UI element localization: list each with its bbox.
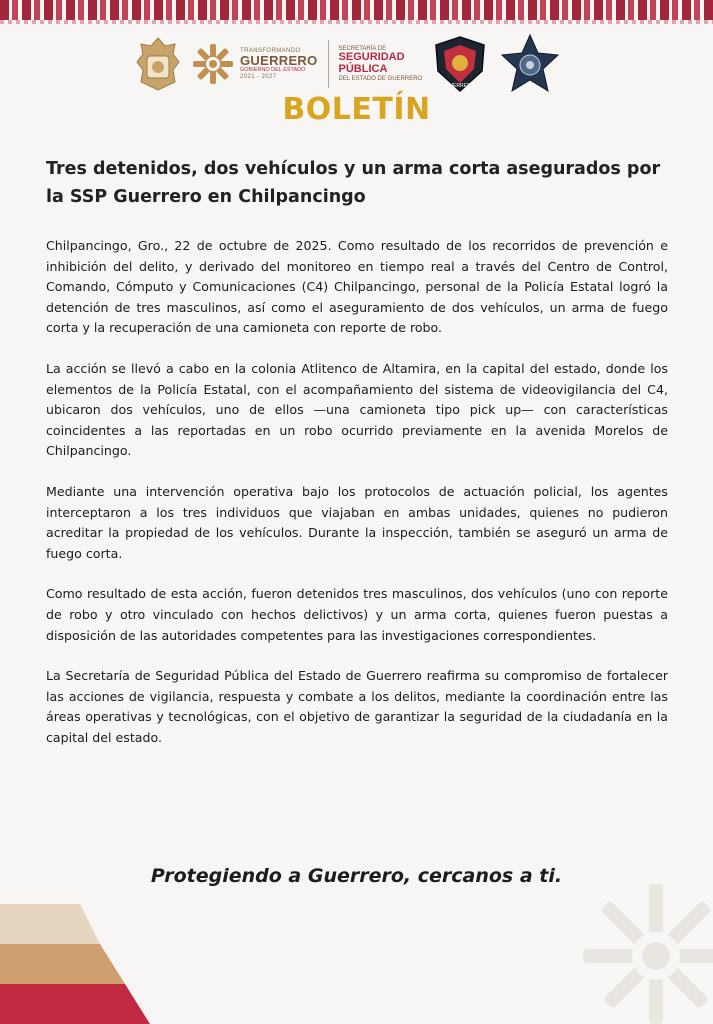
gob-line3: GOBIERNO DEL ESTADO — [240, 66, 306, 73]
paragraph-4: Como resultado de esta acción, fueron detenidos tres masculinos, dos vehículos (uno con reporte de robo y otro vinculado con hechos delictivos) y un arma corta, quienes fueron puestas a disposición de las autoridades competentes para las investigaciones correspondientes. — [46, 586, 668, 643]
ssp-text-logo — [339, 46, 423, 82]
slogan: Protegiendo a Guerrero, cercanos a ti. — [150, 865, 563, 887]
bulletin-heading: BOLETÍN — [282, 92, 431, 127]
corner-flower-watermark — [573, 864, 713, 1024]
ssp-shield-badge-icon — [432, 35, 488, 93]
paragraph-2: La acción se llevó a cabo en la colonia Atlitenco de Altamira, en la capital del estado, donde los elementos de la Policía Estatal, con el acompañamiento del sistema de videovigilancia del C4, ubicaron dos vehículos, uno de ellos —una camioneta tipo pick up— con características coincidentes a las reportadas en un robo ocurrido previamente en la avenida Morelos de Chilpancingo. — [46, 360, 668, 459]
guerrero-flower-icon — [191, 42, 235, 86]
paragraph-1: Chilpancingo, Gro., 22 de octubre de 2025. Como resultado de los recorridos de prevención e inhibición del delito, y derivado del monitoreo en tiempo real a través del Centro de Control, Comando, Cómputo y Comunicaciones (C4) Chilpancingo, personal de la Policía Estatal logró la detención de tres masculinos, así como el aseguramiento de dos vehículos, un arma de fuego corta y la recuperación de una camioneta con reporte de robo. — [46, 238, 668, 336]
paragraph-3: Mediante una intervención operativa bajo los protocolos de actuación policial, los agentes interceptaron a los tres individuos que viajaban en ambas unidades, quienes no pudieron acreditar la propiedad de los vehículos. Durante la inspección, también se aseguró un arma de fuego corta. — [46, 483, 668, 561]
header-logos — [135, 30, 580, 98]
paragraph-5: La Secretaría de Seguridad Pública del Estado de Guerrero reafirma su compromiso de fortalecer las acciones de vigilancia, respuesta y combate a los delitos, mediante la coordinación entre las áreas operativas y tecnológicas, con el objetivo de garantizar la seguridad de la ciudadanía en la capital del estado. — [46, 668, 668, 745]
ssp-line3: PÚBLICA — [338, 63, 388, 75]
gob-line2: GUERRERO — [240, 53, 318, 69]
header-divider — [328, 40, 329, 88]
badge-text: GUERRERO — [445, 83, 475, 89]
top-decorative-band — [0, 0, 713, 20]
ssp-line4: DEL ESTADO DE GUERRERO — [338, 75, 423, 82]
gobierno-guerrero-logo — [191, 42, 318, 86]
bulletin-body — [46, 236, 668, 768]
bulletin-title: Tres detenidos, dos vehículos y un arma corta asegurados por la SSP Guerrero en Chilpancingo — [46, 159, 661, 207]
gob-line4: 2021 - 2027 — [240, 73, 277, 80]
ssp-line2: SEGURIDAD — [338, 51, 405, 64]
police-star-icon — [498, 33, 562, 95]
ssp-line1: SECRETARÍA DE — [338, 46, 387, 53]
state-seal-icon — [135, 36, 181, 92]
corner-stripes-decoration — [0, 904, 150, 1024]
gob-line1: TRANSFORMANDO — [240, 48, 301, 54]
